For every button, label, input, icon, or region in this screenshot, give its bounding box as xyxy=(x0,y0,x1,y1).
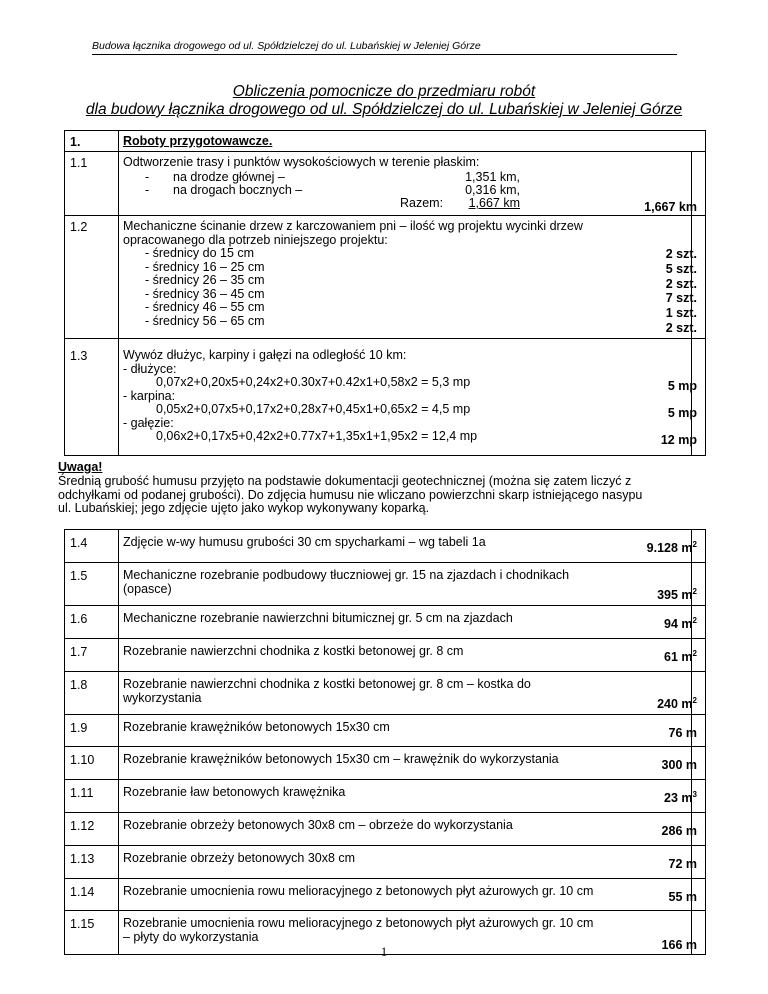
row-1-13 xyxy=(64,845,706,879)
row-1-3 xyxy=(64,338,706,456)
row-desc: Odtworzenie trasy i punktów wysokościowych w terenie płaskim: xyxy=(123,155,480,169)
doc-title-line1: Obliczenia pomocnicze do przedmiaru robót xyxy=(232,83,536,100)
running-header: Budowa łącznika drogowego od ul. Spółdzielczej do ul. Lubańskiej w Jeleniej Górze xyxy=(92,40,677,55)
row-desc: Rozebranie obrzeży betonowych 30x8 cm – obrzeże do wykorzystania xyxy=(123,818,513,832)
row-1-8 xyxy=(64,671,706,715)
item-main-road: na drodze głównej – xyxy=(173,170,285,184)
row-qty: 72 m xyxy=(668,857,697,872)
row-desc: Rozebranie krawężników betonowych 15x30 cm – krawężnik do wykorzystania xyxy=(123,752,559,766)
row-qty: 9.128 $m^2$ xyxy=(646,540,697,556)
row-num: 1.1 xyxy=(70,156,88,170)
row-num: 1.2 xyxy=(70,220,88,234)
row-1-10 xyxy=(64,746,706,780)
row-qty: 5 mp xyxy=(667,406,697,420)
doc-title-line2: dla budowy łącznika drogowego od ul. Spółdzielczej do ul. Lubańskiej w Jeleniej Górze xyxy=(85,101,683,118)
row-num: 1.12 xyxy=(70,819,95,833)
razem-value: 1,667 km xyxy=(468,196,520,210)
row-1-6 xyxy=(64,605,706,639)
row-qty: 240 $m^2$ xyxy=(657,696,697,712)
row-num: 1.6 xyxy=(70,612,88,626)
section-row xyxy=(64,130,706,152)
diameter-item: - średnicy do 15 cm xyxy=(145,246,255,260)
row-1-1: 1.1 Odtworzenie trasy i punktów wysokościowych w terenie płaskim: - na drodze głównej – 1,351 km, - na drogach bocznych – 0,316 km, Razem: 1,667 km 1,667 km xyxy=(64,151,706,216)
page-number: 1 xyxy=(380,945,388,959)
row-1-2 xyxy=(64,215,706,339)
diameter-item: - średnicy 36 – 45 cm xyxy=(145,286,265,301)
row-qty: 55 m xyxy=(668,890,697,905)
row-desc: Rozebranie nawierzchni chodnika z kostki betonowej gr. 8 cm – kostka do wykorzystania xyxy=(123,677,531,705)
row-qty: 1,667 km xyxy=(644,200,697,214)
row-1-9 xyxy=(64,714,706,747)
note-label: Uwaga! xyxy=(58,460,103,474)
note-block: Uwaga! Średnią grubość humusu przyjęto na podstawie dokumentacji geotechnicznej (można się zatem liczyć z odchyłkami od podanej grubości). Do zdjęcia humusu nie wliczano powierzchni skarp istniejącego nasypu ul. Lubańskiej; jego zdjęcie ujęto jako wykop wykonywany koparką. xyxy=(58,461,708,516)
row-num: 1.9 xyxy=(70,721,88,735)
item-side-roads: na drogach bocznych – xyxy=(173,183,303,197)
razem-label: Razem: xyxy=(400,196,444,210)
row-qty: 395 $m^2$ xyxy=(657,587,697,603)
row-desc: Mechaniczne rozebranie nawierzchni bitumicznej gr. 5 cm na zjazdach xyxy=(123,611,513,625)
row-qty-list: 2 szt. 5 szt. 2 szt. 7 szt. 1 szt. 2 szt. xyxy=(665,247,697,335)
row-num: 1.15 xyxy=(70,917,95,931)
row-desc: Rozebranie nawierzchni chodnika z kostki betonowej gr. 8 cm xyxy=(123,644,464,658)
row-num: 1.4 xyxy=(70,536,88,550)
row-num: 1.7 xyxy=(70,645,88,659)
row-desc: Rozebranie krawężników betonowych 15x30 cm xyxy=(123,720,390,734)
row-qty: 300 m xyxy=(661,758,697,773)
row-desc: Zdjęcie w-wy humusu grubości 30 cm spycharkami – wg tabeli 1a xyxy=(123,535,486,549)
row-1-11 xyxy=(64,779,706,813)
row-1-7 xyxy=(64,638,706,672)
item-main-road-val: 1,351 km, xyxy=(465,170,520,184)
row-qty: 5 mp xyxy=(667,379,697,393)
row-num: 1.13 xyxy=(70,852,95,866)
row-num: 1.10 xyxy=(70,753,95,767)
row-num: 1.11 xyxy=(70,786,94,800)
row-1-12 xyxy=(64,812,706,846)
row-1-14 xyxy=(64,878,706,911)
row-desc: Wywóz dłużyc, karpiny i gałęzi na odległość 10 km: - dłużyce: 0,07x2+0,20x5+0,24x2+0.30x7+0.42x1+0,58x2 = 5,3 mp - karpina: 0,05x2+0,07x5+0,17x2+0,28x7+0,45x1+0,65x2 = 4,5 mp - gałęzie: 0,06x2+0,17x5+0,42x2+0.77x7+1,35x1+1,95x2 = 12,4 mp xyxy=(123,348,478,443)
row-qty: 61 $m^2$ xyxy=(664,649,697,665)
diameter-item: - średnicy 16 – 25 cm xyxy=(145,259,265,274)
section-label: Roboty przygotowawcze. xyxy=(123,134,273,148)
row-qty: 286 m xyxy=(661,824,697,839)
row-desc: Mechaniczne ścinanie drzew z karczowaniem pni – ilość wg projektu wycinki drzew opracowanego dla potrzeb niniejszego projektu: - średnicy do 15 cm - średnicy 16 – 25 cm - średnicy 26 – 35 cm - średnicy 36 – 45 cm - średnicy 46 – 55 cm - średnicy 56 – 65 cm xyxy=(123,220,683,328)
row-num: 1.3 xyxy=(70,349,88,363)
row-desc: Rozebranie umocnienia rowu melioracyjnego z betonowych płyt ażurowych gr. 10 cm xyxy=(123,884,594,898)
diameter-item: - średnicy 46 – 55 cm xyxy=(145,300,265,314)
row-qty: 94 $m^2$ xyxy=(664,616,697,632)
diameter-item: - średnicy 26 – 35 cm xyxy=(145,273,265,287)
row-desc: Mechaniczne rozebranie podbudowy tłuczniowej gr. 15 na zjazdach i chodnikach (opasce) xyxy=(123,568,570,596)
row-desc: Rozebranie umocnienia rowu melioracyjnego z betonowych płyt ażurowych gr. 10 cm – płyty do wykorzystania xyxy=(123,916,594,944)
row-1-4 xyxy=(64,529,706,563)
row-desc: Rozebranie obrzeży betonowych 30x8 cm xyxy=(123,851,356,865)
row-desc: Rozebranie ław betonowych krawężnika xyxy=(123,785,346,799)
row-qty: 166 m xyxy=(661,938,697,953)
row-num: 1.14 xyxy=(70,885,95,899)
row-qty: 23 $m^3$ xyxy=(664,790,697,806)
item-side-roads-val: 0,316 km, xyxy=(465,183,520,197)
row-1-5 xyxy=(64,562,706,606)
row-num: 1.5 xyxy=(70,569,88,583)
row-qty: 76 m xyxy=(668,726,697,741)
section-num: 1. xyxy=(70,135,81,149)
row-num: 1.8 xyxy=(70,678,88,692)
row-qty: 12 mp xyxy=(660,433,697,447)
diameter-item: - średnicy 56 – 65 cm xyxy=(145,313,265,328)
